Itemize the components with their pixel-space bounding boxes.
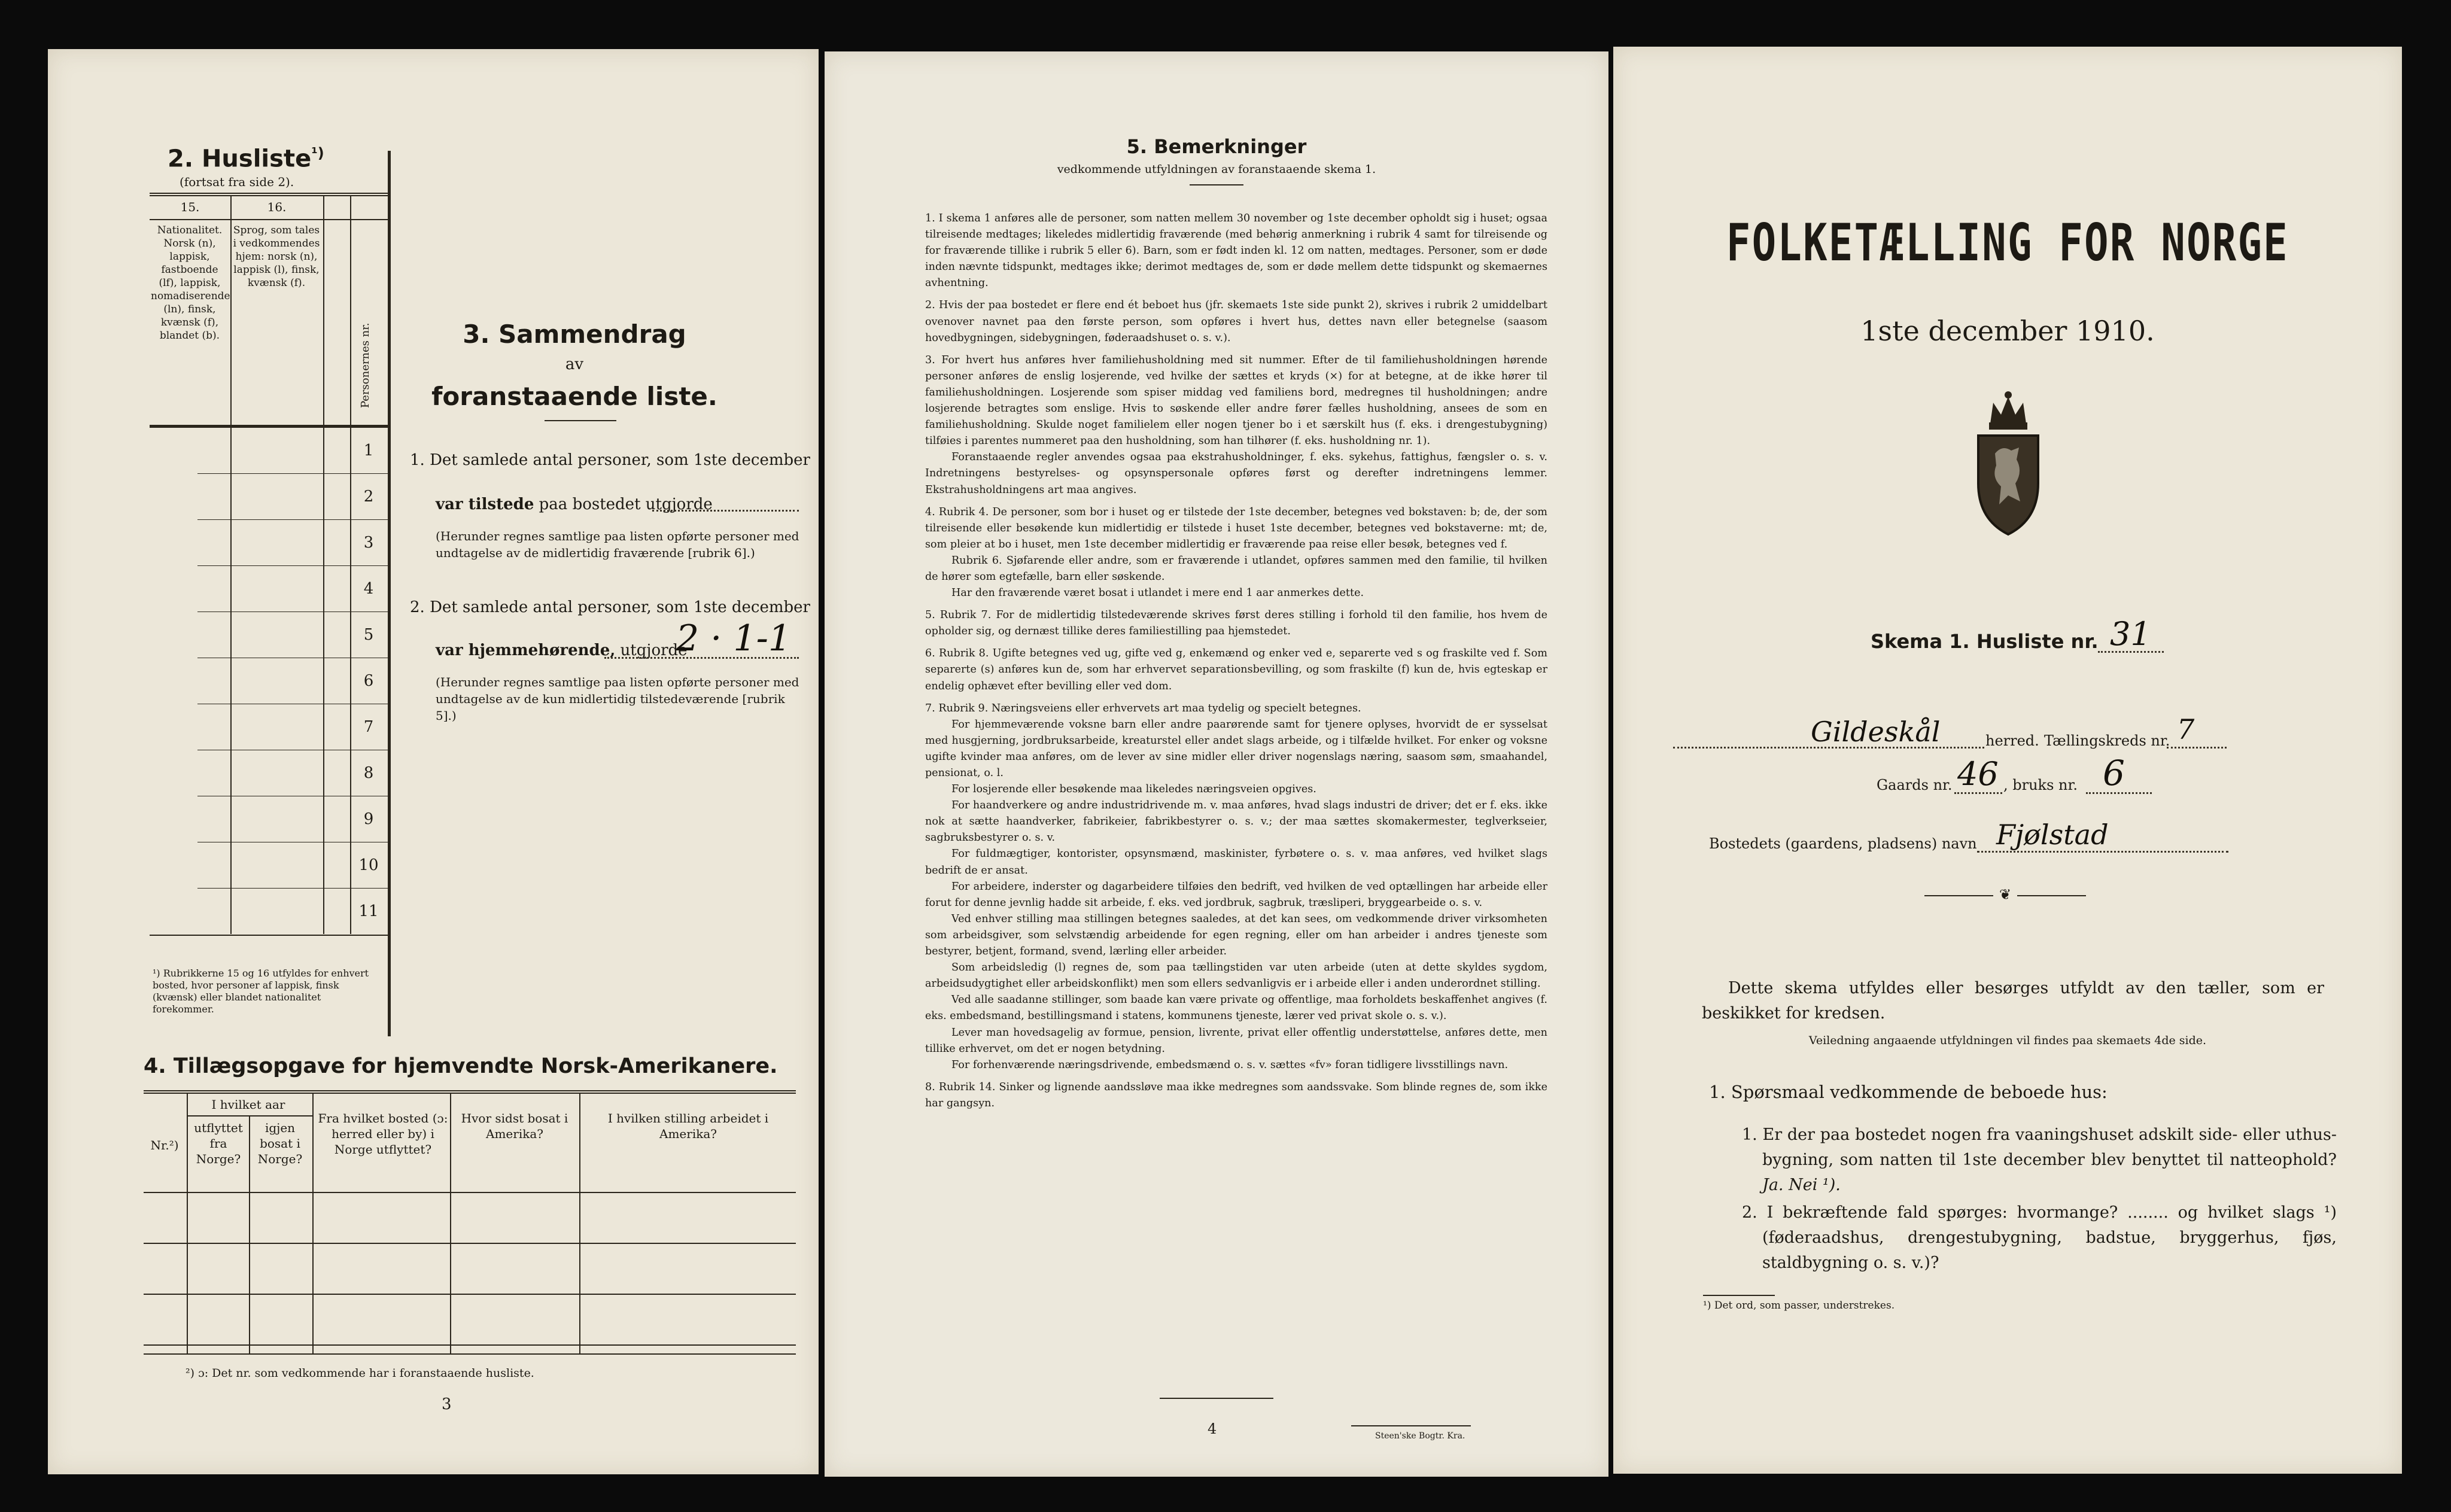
huslist-row-number: 10	[358, 856, 379, 874]
bosted-value: Fjølstad	[1996, 819, 2109, 851]
tillaeg-col-hvor: Hvor sidst bosat i Amerika?	[461, 1111, 568, 1141]
huslist-row-number: 1	[363, 442, 374, 460]
huslist-row-number: 2	[363, 488, 374, 506]
tillaeg-col-nr: Nr.²)	[150, 1138, 179, 1152]
herred-label: herred.	[1985, 732, 2039, 749]
kreds-label: Tællingskreds nr.	[2044, 732, 2170, 749]
form-footnote: ¹) Det ord, som passer, understrekes.	[1703, 1300, 1895, 1312]
sammendrag-item1: 1. Det samlede antal personer, som 1ste december	[410, 451, 810, 469]
printer-mark: Steen'ske Bogtr. Kra.	[1375, 1431, 1465, 1441]
remark-paragraph: For losjerende eller besøkende maa likeledes næringsveien opgives.	[951, 783, 1316, 796]
remark-paragraph: For forhenværende næringsdrivende, embedsmænd o. s. v. sættes «fv» foran tidligere livsstillings navn.	[951, 1058, 1509, 1071]
hjemmehorende-value: 2 · 1-1	[676, 617, 792, 659]
col16-header: Sprog, som tales i vedkommendes hjem: norsk (n), lappisk (l), finsk, kvænsk (f).	[233, 224, 320, 289]
remark-paragraph: For arbeidere, inderster og dagarbeidere tilføies den bedrift, ved hvilken de ved optællingen har arbeide eller forut for denne jevnlig hadde sit arbeide, f. eks. ved jordbruk, sagbruk, træsliperi, bryggearbeide o. s. v.	[925, 880, 1547, 909]
remark-paragraph: Foranstaaende regler anvendes ogsaa paa ekstrahusholdninger, f. eks. sykehus, fattighus, fængsler o. s. v. Indretningens bestyrelses- og opsynspersonale opføres først og derefter indretningens lemmer. Ekstrahusholdningens art maa angives.	[925, 451, 1547, 496]
page1-number: 3	[442, 1395, 452, 1413]
remark-paragraph: Lever man hovedsagelig av formue, pension, livrente, privat eller offentlig understøttelse, anføres dette, men tillike erhvervet, om det er nogen betydning.	[925, 1026, 1547, 1055]
kreds-value: 7	[2177, 713, 2195, 746]
page-left	[48, 49, 819, 1474]
huslist-row-number: 4	[363, 580, 374, 598]
remark-paragraph: Har den fraværende været bosat i utlandet i mere end 1 aar anmerkes dette.	[951, 587, 1364, 600]
page-middle	[825, 51, 1608, 1477]
bemerkninger-title: 5. Bemerkninger	[1126, 135, 1307, 158]
remark-paragraph: 8. Rubrik 14. Sinker og lignende aandssløve maa ikke medregnes som aandssvake. Som blinde regnes de, som ikke har gangsyn.	[925, 1081, 1547, 1109]
sammendrag-item2-note: (Herunder regnes samtlige paa listen opførte personer med undtagelse av de kun midlertidig tilstedeværende [rubrik 5].)	[436, 675, 799, 723]
remark-paragraph: Ved enhver stilling maa stillingen betegnes saaledes, at det kan sees, om vedkommende driver virksomheten som arbeidsgiver, som selvstændig arbeidende for egen regning, eller om han arbeider i andres tjeneste som bestyrer, betjent, formand, svend, lærling eller arbeider.	[925, 912, 1547, 958]
question-1-answer: Ja. Nei ¹).	[1762, 1176, 1841, 1194]
sammendrag-item2-line2: var hjemmehørende, utgjorde	[436, 641, 688, 659]
huslist-row-number: 11	[358, 902, 379, 920]
question-1: 1. Er der paa bostedet nogen fra vaaningshuset adskilt side- eller uthus-bygning, som natten til 1ste december blev benyttet til natteophold? Ja. Nei ¹).	[1742, 1125, 2337, 1194]
remark-paragraph: 4. Rubrik 4. De personer, som bor i huset og er tilstede der 1ste december, betegnes ved bokstaven: b; de, der som tilreisende eller besøkende kun midlertidig er tilstede i huset 1ste december, betegnes ved bokstaverne: mt; de, som pleier at bo i huset, men 1ste december midlertidig er fraværende paa reise eller besøk, betegnes ved f.	[925, 506, 1547, 550]
herred-value: Gildeskål	[1811, 716, 1941, 748]
huslist-subtitle: (fortsat fra side 2).	[180, 175, 294, 189]
gaards-label: Gaards nr.	[1877, 777, 1953, 793]
form-date: 1ste december 1910.	[1860, 315, 2155, 347]
tillaeg-footnote: ²) ɔ: Det nr. som vedkommende har i foranstaaende husliste.	[186, 1367, 534, 1380]
sammendrag-av: av	[565, 355, 584, 373]
sammendrag-item1-note: (Herunder regnes samtlige paa listen opførte personer med undtagelse av de midlertidig fraværende [rubrik 6].)	[436, 529, 799, 560]
ornament-icon: ❦	[1993, 886, 2017, 903]
page-right	[1613, 47, 2402, 1474]
remark-paragraph: 3. For hvert hus anføres hver familiehusholdning med sit nummer. Efter de til familiehusholdningen hørende personer anføres de enslig losjerende, ved hvilke der sættes et kryds (×) for at betegne, at de ikke hører til familiehusholdningen. Losjerende som spiser middag ved familiens bord, medregnes til husholdningen; andre losjerende betragtes som enslige. Hvis to søskende eller andre fører fælles husholdning, ansees de som en familiehusholdning. Skulde noget familielem eller nogen tjener bo i et særskilt hus (f. eks. i drengestubygning) tilføies i parentes nummeret paa den husholdning, som han tilhører (f. eks. husholdning nr. 1).	[925, 354, 1547, 448]
sammendrag-item1-line2: var tilstede paa bostedet utgjorde	[436, 495, 713, 513]
question-2: 2. I bekræftende fald spørges: hvormange? ........ og hvilket slags ¹) (føderaadshus, drengestubygning, badstue, bryggerhus, fjøs, staldbygning o. s. v.)?	[1742, 1203, 2337, 1272]
sammendrag-subtitle: foranstaaende liste.	[431, 382, 717, 411]
skema-label: Skema 1. Husliste nr.	[1871, 630, 2099, 653]
huslist-row-number: 8	[363, 764, 374, 782]
remark-paragraph: 1. I skema 1 anføres alle de personer, som natten mellem 30 november og 1ste december opholdt sig i huset; ogsaa tilreisende medtages; likeledes midlertidig fraværende (med behørig anmerkning i rubrik 4 samt for tilreisende og for fraværende tillike i rubrik 5 eller 6). Barn, som er født inden kl. 12 om natten, medtages. Personer, som er døde inden nævnte tidspunkt, medtages ikke; derimot medtages de, som er døde mellem dette tidspunkt og skemaernes avhentning.	[925, 212, 1547, 290]
bosted-label: Bostedets (gaardens, pladsens) navn	[1709, 835, 1977, 852]
form-guidance: Veiledning angaaende utfyldningen vil findes paa skemaets 4de side.	[1808, 1034, 2207, 1047]
tillaeg-group-head: I hvilket aar	[211, 1097, 285, 1112]
bruks-label: , bruks nr.	[2003, 777, 2078, 793]
huslist-row-number: 5	[363, 626, 374, 644]
sammendrag-title: 3. Sammendrag	[463, 320, 686, 349]
huslist-row-number: 3	[363, 534, 374, 552]
tillaeg-title: 4. Tillægsopgave for hjemvendte Norsk-Amerikanere.	[144, 1054, 778, 1078]
form-title: FOLKETÆLLING FOR NORGE	[1726, 213, 2289, 273]
husliste-nr-value: 31	[2110, 615, 2151, 653]
bemerkninger-subtitle: vedkommende utfyldningen av foranstaaende skema 1.	[1057, 163, 1376, 176]
remark-paragraph: 7. Rubrik 9. Næringsveiens eller erhvervets art maa tydelig og specielt betegnes.	[925, 702, 1361, 714]
huslist-row-number: 9	[363, 810, 374, 828]
col16-number: 16.	[267, 200, 287, 214]
question-heading: 1. Spørsmaal vedkommende de beboede hus:	[1709, 1082, 2108, 1102]
huslist-row-number: 6	[363, 672, 374, 690]
huslist-title: 2. Husliste$^{^1)}$	[168, 145, 324, 173]
tillaeg-col-utflyttet: utflyttet fra Norge?	[194, 1121, 243, 1166]
remarks-list	[925, 211, 1547, 1112]
remark-paragraph: For haandverkere og andre industridrivende m. v. maa anføres, hvad slags industri de driver; det er f. eks. ikke nok at sætte haandverker, fabrikeier, fabrikbestyrer o. s. v.; der maa sættes skomakermester, teglverkseier, sagbruksbestyrer o. s. v.	[925, 799, 1547, 844]
bruks-value: 6	[2103, 753, 2125, 793]
coat-of-arms-icon	[1966, 388, 2050, 537]
remark-paragraph: 6. Rubrik 8. Ugifte betegnes ved ug, gifte ved g, enkemænd og enker ved e, separerte ved s og fraskilte ved f. Som separerte (s) anføres kun de, som har erhvervet separationsbevilling, og som fraskilte (f) kun de, hvis egteskap er endelig ophævet efter bevilling eller ved dom.	[925, 647, 1547, 692]
remark-paragraph: 2. Hvis der paa bostedet er flere end ét beboet hus (jfr. skemaets 1ste side punkt 2), skrives i rubrik 2 umiddelbart ovenover navnet paa den første person, som opføres i hvert hus, dettes navn eller betegnelse (saasom hovedbygningen, sidebygningen, føderaadshuset o. s. v.).	[925, 299, 1547, 344]
huslist-row-line	[197, 473, 388, 474]
form-intro: Dette skema utfyldes eller besørges utfyldt av den tæller, som er beskikket for kredsen.	[1702, 979, 2324, 1023]
col15-header: Nationalitet. Norsk (n), lappisk, fastboende (lf), lappisk, nomadiserende (ln), finsk, kvænsk (f), blandet (b).	[151, 224, 230, 342]
col-persons-header: Personernes nr.	[359, 323, 372, 408]
huslist-row-line	[197, 888, 388, 889]
remark-paragraph: Ved alle saadanne stillinger, som baade kan være private og offentlige, maa forholdets beskaffenhet angives (f. eks. embedsmand, bestillingsmand i statens, kommunens tjeneste, lærer ved privat skole o. s. v.).	[925, 994, 1547, 1023]
sammendrag-item2: 2. Det samlede antal personer, som 1ste december	[410, 598, 810, 616]
tillaeg-col-stilling: I hvilken stilling arbeidet i Amerika?	[607, 1111, 769, 1141]
gaards-value: 46	[1957, 755, 1999, 793]
col15-number: 15.	[180, 200, 200, 214]
huslist-row-number: 7	[363, 718, 374, 736]
remark-paragraph: For hjemmeværende voksne barn eller andre paarørende samt for tjenere oplyses, hvorvidt de er sysselsat med husgjerning, jordbruksarbeide, kreaturstel eller andet slags arbeide, og i tilfælde hvilket. For enker og voksne ugifte kvinder maa anføres, om de lever av sine midler eller driver nogenslags næring, saasom søm, smaahandel, pensionat, o. l.	[925, 718, 1547, 779]
huslist-row-line	[197, 519, 388, 520]
page2-number: 4	[1208, 1420, 1217, 1437]
remark-paragraph: 5. Rubrik 7. For de midlertidig tilstedeværende skrives først deres stilling i forhold til den familie, hos hvem de opholder sig, og dernæst tillike deres familiestilling paa hjemstedet.	[925, 609, 1547, 638]
huslist-row-line	[197, 565, 388, 566]
huslist-footnote: ¹) Rubrikkerne 15 og 16 utfyldes for enhvert bosted, hvor personer af lappisk, finsk (kvænsk) eller blandet nationalitet forekommer.	[153, 968, 369, 1015]
remark-paragraph: For fuldmægtiger, kontorister, opsynsmænd, maskinister, fyrbøtere o. s. v. maa anføres, ved hvilket slags bedrift de er ansat.	[925, 848, 1547, 877]
tillaeg-col-fra: Fra hvilket bosted (ɔ: herred eller by) i Norge utflyttet?	[318, 1111, 448, 1157]
remark-paragraph: Rubrik 6. Sjøfarende eller andre, som er fraværende i utlandet, opføres sammen med den familie, til hvilken de hører som egtefælle, barn eller søskende.	[925, 554, 1547, 583]
tillaeg-col-igjen: igjen bosat i Norge?	[257, 1121, 303, 1166]
remark-paragraph: Som arbeidsledig (l) regnes de, som paa tællingstiden var uten arbeide (uten at dette skyldes sygdom, arbeidsudygtighet eller arbeidskonflikt) men som ellers sedvanligvis er i arbeide eller i anden underordnet stilling.	[925, 962, 1547, 990]
